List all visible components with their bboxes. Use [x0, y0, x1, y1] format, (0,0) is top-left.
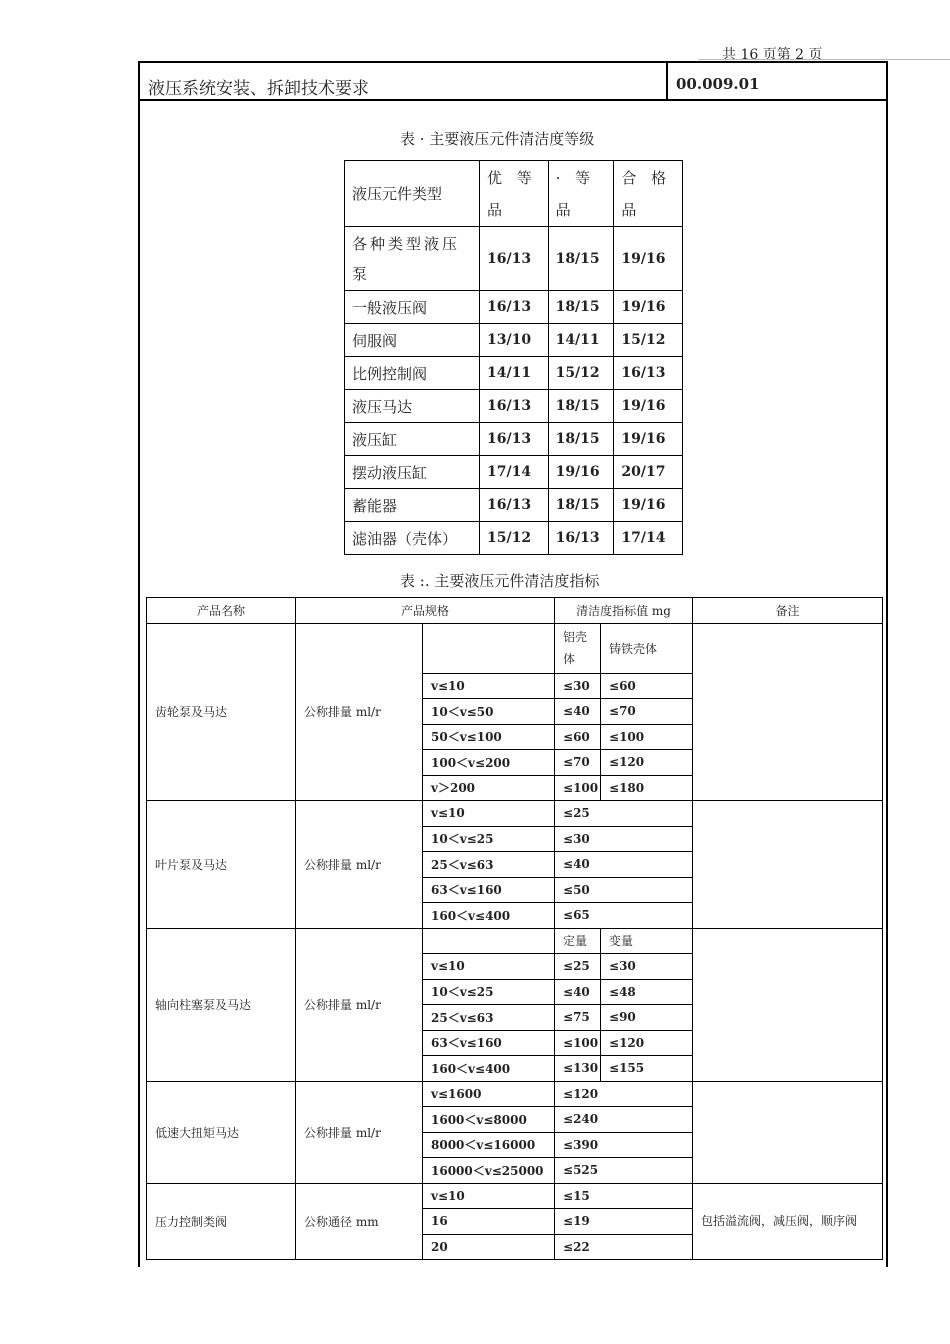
note-cell [693, 801, 883, 929]
table1-row [345, 390, 683, 423]
spec-range-cell: 10＜v≤25 [423, 826, 555, 852]
spec-range-cell: 63＜v≤160 [423, 877, 555, 903]
spec-range-cell: 10＜v≤50 [423, 699, 555, 725]
grade-value-cell: 16/13 [480, 489, 549, 522]
grade-value-cell: 16/13 [614, 357, 683, 390]
index-value-cell: ≤90 [601, 1005, 693, 1031]
index-value-cell: ≤40 [555, 979, 601, 1005]
grade-value-cell: 17/14 [614, 522, 683, 555]
table2-header-cell: 产品名称 [147, 598, 296, 624]
index-value-cell: ≤100 [555, 775, 601, 801]
index-value-cell: ≤40 [555, 699, 601, 725]
sub-header-cell: 定量 [555, 928, 601, 954]
spec-range-cell: 100＜v≤200 [423, 750, 555, 776]
table2-header-cell: 产品规格 [296, 598, 555, 624]
spec-range-cell: 160＜v≤400 [423, 903, 555, 929]
grade-value-cell: 18/15 [548, 423, 614, 456]
table2-row [147, 801, 883, 827]
index-value-cell: ≤30 [555, 673, 601, 699]
product-name-cell: 低速大扭矩马达 [147, 1081, 296, 1183]
grade-value-cell: 16/13 [480, 227, 549, 291]
grade-value-cell: 13/10 [480, 324, 549, 357]
table1-row [345, 423, 683, 456]
sub-header-cell: 铸铁壳体 [601, 623, 693, 673]
index-value-cell: ≤120 [601, 1030, 693, 1056]
table1-row [345, 324, 683, 357]
grade-value-cell: 19/16 [614, 423, 683, 456]
index-value-cell: ≤70 [601, 699, 693, 725]
index-value-cell: ≤60 [601, 673, 693, 699]
table2-caption: 表 :. 主要液压元件清洁度指标 [400, 572, 600, 590]
top-rule [698, 59, 950, 60]
table2-subheader-row [147, 623, 883, 673]
grade-value-cell: 15/12 [480, 522, 549, 555]
document-code: 00.009.01 [676, 75, 760, 93]
index-value-cell: ≤19 [555, 1209, 693, 1235]
table1-row [345, 489, 683, 522]
table2-header-cell: 清洁度指标值 mg [555, 598, 693, 624]
grade-value-cell: 16/13 [480, 423, 549, 456]
table1-row [345, 227, 683, 291]
grade-value-cell: 17/14 [480, 456, 549, 489]
table1-caption: 表 · 主要液压元件清洁度等级 [400, 130, 595, 148]
index-value-cell: ≤60 [555, 724, 601, 750]
table2-header-cell: 备注 [693, 598, 883, 624]
header-divider [666, 63, 668, 99]
spec-range-cell: v≤10 [423, 1183, 555, 1209]
grade-value-cell: 16/13 [480, 291, 549, 324]
index-value-cell: ≤48 [601, 979, 693, 1005]
grade-value-cell: 16/13 [548, 522, 614, 555]
product-spec-cell: 公称排量 ml/r [296, 1081, 423, 1183]
spec-range-cell: v≤10 [423, 673, 555, 699]
note-cell: 包括溢流阀，减压阀，顺序阀 [693, 1183, 883, 1260]
grade-value-cell: 19/16 [614, 390, 683, 423]
blank-cell [423, 623, 555, 673]
spec-range-cell: 10＜v≤25 [423, 979, 555, 1005]
index-value-cell: ≤75 [555, 1005, 601, 1031]
blank-cell [423, 928, 555, 954]
index-value-cell: ≤15 [555, 1183, 693, 1209]
product-name-cell: 轴向柱塞泵及马达 [147, 928, 296, 1081]
index-value-cell: ≤65 [555, 903, 693, 929]
document-title: 液压系统安装、拆卸技术要求 [148, 79, 369, 99]
note-cell [693, 1081, 883, 1183]
index-value-cell: ≤130 [555, 1056, 601, 1082]
spec-range-cell: 25＜v≤63 [423, 852, 555, 878]
spec-range-cell: v≤1600 [423, 1081, 555, 1107]
index-value-cell: ≤50 [555, 877, 693, 903]
index-value-cell: ≤120 [601, 750, 693, 776]
index-value-cell: ≤100 [601, 724, 693, 750]
grade-value-cell: 18/15 [548, 489, 614, 522]
header-bar [140, 63, 886, 101]
spec-range-cell: 25＜v≤63 [423, 1005, 555, 1031]
index-value-cell: ≤40 [555, 852, 693, 878]
note-cell [693, 623, 883, 801]
spec-range-cell: v≤10 [423, 801, 555, 827]
grade-value-cell: 15/12 [614, 324, 683, 357]
grade-value-cell: 19/16 [548, 456, 614, 489]
component-type-cell: 比例控制阀 [345, 357, 480, 390]
index-value-cell: ≤25 [555, 801, 693, 827]
index-value-cell: ≤70 [555, 750, 601, 776]
index-value-cell: ≤155 [601, 1056, 693, 1082]
spec-range-cell: 20 [423, 1234, 555, 1260]
table1-header-cell: 液压元件类型 [345, 161, 480, 227]
table1-header-row [345, 161, 683, 227]
spec-range-cell: 63＜v≤160 [423, 1030, 555, 1056]
index-value-cell: ≤25 [555, 954, 601, 980]
table1-row [345, 522, 683, 555]
grade-value-cell: 18/15 [548, 291, 614, 324]
product-name-cell: 压力控制类阀 [147, 1183, 296, 1260]
grade-value-cell: 15/12 [548, 357, 614, 390]
spec-range-cell: 50＜v≤100 [423, 724, 555, 750]
grade-value-cell: 20/17 [614, 456, 683, 489]
product-spec-cell: 公称排量 ml/r [296, 928, 423, 1081]
product-spec-cell: 公称排量 ml/r [296, 623, 423, 801]
grade-value-cell: 14/11 [480, 357, 549, 390]
component-type-cell: 滤油器（壳体） [345, 522, 480, 555]
index-value-cell: ≤525 [555, 1158, 693, 1184]
spec-range-cell: 160＜v≤400 [423, 1056, 555, 1082]
product-name-cell: 叶片泵及马达 [147, 801, 296, 929]
table2-header-row [147, 598, 883, 624]
table2-subheader-row [147, 928, 883, 954]
table1-row [345, 456, 683, 489]
grade-value-cell: 18/15 [548, 390, 614, 423]
index-value-cell: ≤120 [555, 1081, 693, 1107]
index-value-cell: ≤240 [555, 1107, 693, 1133]
spec-range-cell: v≤10 [423, 954, 555, 980]
product-spec-cell: 公称通径 mm [296, 1183, 423, 1260]
spec-range-cell: 8000＜v≤16000 [423, 1132, 555, 1158]
component-type-cell: 伺服阀 [345, 324, 480, 357]
grade-value-cell: 16/13 [480, 390, 549, 423]
spec-range-cell: 16 [423, 1209, 555, 1235]
spec-range-cell: v＞200 [423, 775, 555, 801]
grade-value-cell: 19/16 [614, 227, 683, 291]
table1-header-cell: · 等 品 [548, 161, 614, 227]
note-cell [693, 928, 883, 1081]
sub-header-cell: 铝壳体 [555, 623, 601, 673]
table1-header-cell: 合 格 品 [614, 161, 683, 227]
grade-value-cell: 14/11 [548, 324, 614, 357]
component-type-cell: 各种类型液压泵 [345, 227, 480, 291]
index-value-cell: ≤30 [555, 826, 693, 852]
grade-value-cell: 19/16 [614, 489, 683, 522]
component-type-cell: 液压马达 [345, 390, 480, 423]
grade-value-cell: 19/16 [614, 291, 683, 324]
grade-value-cell: 18/15 [548, 227, 614, 291]
page-number: 共 16 页第 2 页 [722, 47, 823, 63]
component-type-cell: 蓄能器 [345, 489, 480, 522]
index-value-cell: ≤100 [555, 1030, 601, 1056]
spec-range-cell: 1600＜v≤8000 [423, 1107, 555, 1133]
product-name-cell: 齿轮泵及马达 [147, 623, 296, 801]
spec-range-cell: 16000＜v≤25000 [423, 1158, 555, 1184]
index-value-cell: ≤30 [601, 954, 693, 980]
index-value-cell: ≤180 [601, 775, 693, 801]
cleanliness-index-table [146, 597, 883, 1260]
cleanliness-grade-table [344, 160, 683, 555]
index-value-cell: ≤22 [555, 1234, 693, 1260]
table2-row [147, 1081, 883, 1107]
component-type-cell: 一般液压阀 [345, 291, 480, 324]
index-value-cell: ≤390 [555, 1132, 693, 1158]
product-spec-cell: 公称排量 ml/r [296, 801, 423, 929]
sub-header-cell: 变量 [601, 928, 693, 954]
table1-row [345, 357, 683, 390]
table1-header-cell: 优 等 品 [480, 161, 549, 227]
component-type-cell: 液压缸 [345, 423, 480, 456]
table1-row [345, 291, 683, 324]
component-type-cell: 摆动液压缸 [345, 456, 480, 489]
table2-row [147, 1183, 883, 1209]
